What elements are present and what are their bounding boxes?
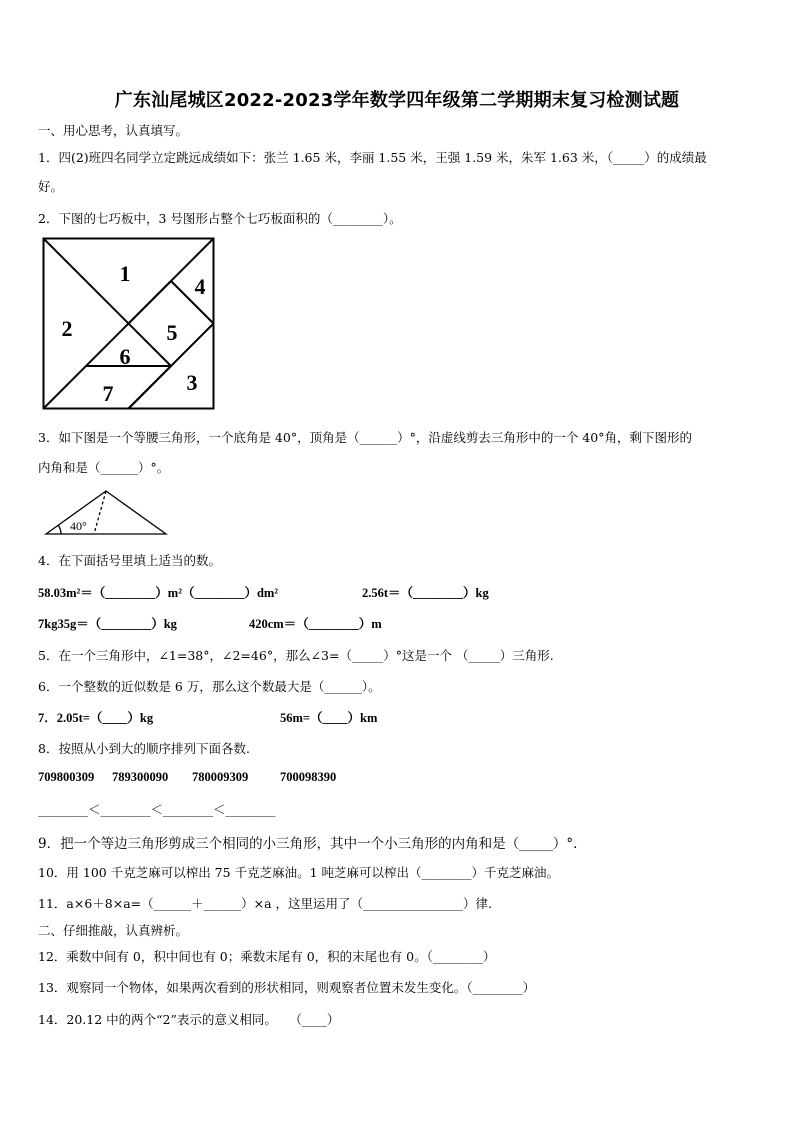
question-2: 2．下图的七巧板中，3 号图形占整个七巧板面积的（________）。 <box>38 211 402 226</box>
question-1-line-1: 1．四(2)班四名同学立定跳远成绩如下：张兰 1.65 米，李丽 1.55 米，王强 1.59 米，朱军 1.63 米，（_____）的成绩最 <box>38 150 707 165</box>
tangram-line <box>44 239 172 367</box>
question-8-number-1: 709800309 <box>38 770 95 784</box>
question-7a: 7．2.05t=（____）kg <box>38 711 154 725</box>
question-4d: 420cm＝（________）m <box>249 617 382 631</box>
tangram-label-7: 7 <box>102 381 114 406</box>
isosceles-triangle-figure <box>44 488 168 538</box>
tangram-label-4: 4 <box>194 274 206 299</box>
question-1-line-2: 好。 <box>38 179 64 194</box>
question-8-answer-blanks: ________＜________＜________＜________ <box>38 802 276 817</box>
question-8-number-2: 789300090 <box>112 770 169 784</box>
question-4c: 7kg35g＝（________）kg <box>38 617 177 631</box>
tangram-label-3: 3 <box>186 370 198 395</box>
tangram-line <box>171 281 214 324</box>
question-5: 5．在一个三角形中，∠1=38°，∠2=46°，那么∠3=（_____）°这是一个 （_____）三角形. <box>38 648 554 663</box>
page-title: 广东汕尾城区2022-2023学年数学四年级第二学期期末复习检测试题 <box>114 90 680 111</box>
question-12: 12．乘数中间有 0，积中间也有 0；乘数末尾有 0，积的末尾也有 0。（________） <box>38 949 496 964</box>
angle-arc <box>58 525 61 534</box>
question-8: 8．按照从小到大的顺序排列下面各数. <box>38 741 250 756</box>
question-9: 9．把一个等边三角形剪成三个相同的小三角形，其中一个小三角形的内角和是（_____）°. <box>38 836 578 852</box>
tangram-line <box>129 281 172 324</box>
question-11: 11．a×6＋8×a=（______＋______）×a ，这里运用了（________________）律. <box>38 896 493 911</box>
section-heading-1: 一、用心思考，认真填写。 <box>38 123 189 138</box>
tangram-label-5: 5 <box>166 320 178 345</box>
cut-line-dashed <box>94 491 106 534</box>
tangram-figure <box>42 237 216 411</box>
tangram-label-1: 1 <box>119 261 131 286</box>
question-8-number-4: 700098390 <box>280 770 337 784</box>
tangram-label-2: 2 <box>61 316 73 341</box>
question-3-line-1: 3．如下图是一个等腰三角形，一个底角是 40°，顶角是（______）°，沿虚线剪去三角形中的一个 40°角，剩下图形的 <box>38 430 692 445</box>
question-4a: 58.03m²＝（________）m²（________）dm² <box>38 586 279 600</box>
question-14: 14．20.12 中的两个“2”表示的意义相同。 （____） <box>38 1012 340 1027</box>
tangram-label-6: 6 <box>119 344 131 369</box>
question-13: 13．观察同一个物体，如果两次看到的形状相同，则观察者位置未发生变化。（________） <box>38 980 536 995</box>
question-6: 6．一个整数的近似数是 6 万，那么这个数最大是（______）。 <box>38 679 381 694</box>
tangram-line <box>129 366 172 409</box>
question-3-line-2: 内角和是（______）°。 <box>38 460 170 475</box>
question-7b: 56m=（____）km <box>280 711 378 725</box>
question-4: 4．在下面括号里填上适当的数。 <box>38 553 221 568</box>
question-8-number-3: 780009309 <box>192 770 249 784</box>
angle-label: 40° <box>70 519 87 533</box>
section-heading-2: 二、仔细推敲，认真辨析。 <box>38 923 189 938</box>
triangle-outline <box>46 491 166 534</box>
question-10: 10．用 100 千克芝麻可以榨出 75 千克芝麻油。1 吨芝麻可以榨出（________）千克芝麻油。 <box>38 865 559 880</box>
question-4b: 2.56t＝（________）kg <box>362 586 489 600</box>
